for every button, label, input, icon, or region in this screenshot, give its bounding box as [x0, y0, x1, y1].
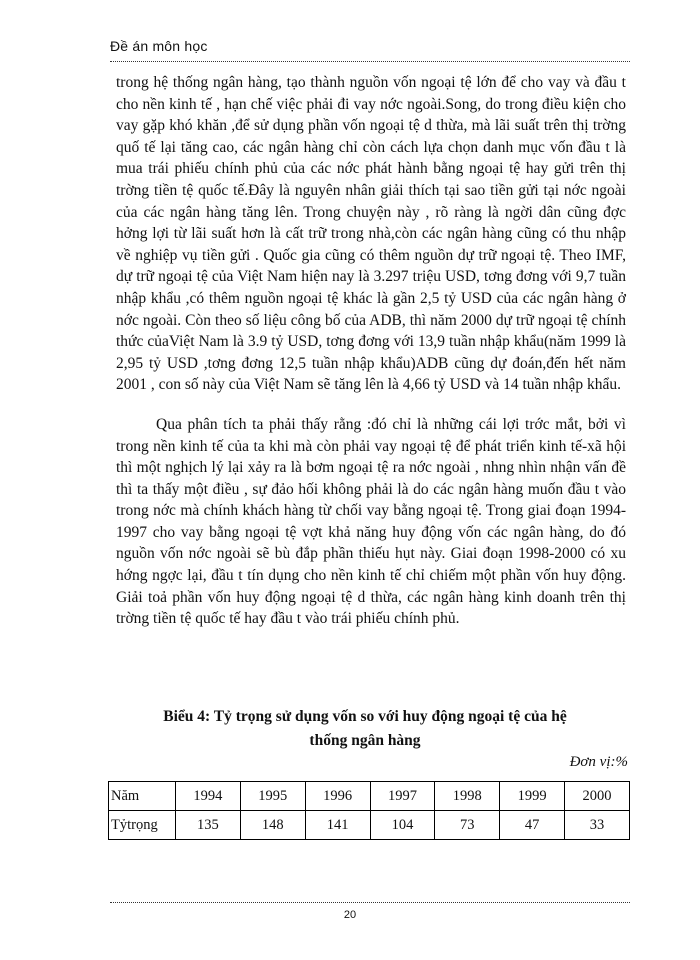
row-label-year: Năm: [109, 782, 176, 811]
header-divider: [110, 61, 630, 62]
table-caption-line-1: Biểu 4: Tỷ trọng sử dụng vốn so với huy động ngoại tệ của hệ: [163, 708, 567, 725]
value-cell: 33: [565, 811, 630, 840]
footer-divider: [110, 902, 630, 903]
year-cell: 1996: [305, 782, 370, 811]
value-cell: 141: [305, 811, 370, 840]
page-header-title: Đề án môn học: [110, 38, 208, 54]
table-caption-line-2: thống ngân hàng: [309, 732, 421, 749]
paragraph-2: Qua phân tích ta phải thấy rằng :đó chỉ là những cái lợi trớc mắt, bởi vì trong nền kinh tế của ta khi mà còn phải vay ngoại tệ để phát triển kinh tế-xã hội thì một nghịch lý lại xảy ra là bơm ngoại tệ ra nớc ngoài , nhng nhìn nhận vấn đề thì ta thấy một điều , sự đảo hối không phải là do các ngân hàng muốn đầu t vào trong nớc mà chính khách hàng từ chối vay bằng ngoại tệ. Trong giai đoạn 1994-1997 cho vay bằng ngoại tệ vợt khả năng huy động vốn các ngân hàng, do đó nguồn vốn nớc ngoài sẽ bù đắp phần thiếu hụt này. Giai đoạn 1998-2000 có xu hớng ngợc lại, đầu t tín dụng cho nền kinh tế chỉ chiếm một phần vốn huy động. Giải toả phần vốn huy động ngoại tệ d thừa, các ngân hàng kinh doanh trên thị trờng tiền tệ quốc tế hay đầu t vào trái phiếu chính phủ.: [116, 415, 626, 628]
table-unit: Đơn vị:%: [569, 754, 628, 770]
body-text: [116, 72, 626, 630]
year-cell: 1995: [240, 782, 305, 811]
value-cell: 73: [435, 811, 500, 840]
page-number: 20: [343, 909, 357, 921]
value-cell: 47: [500, 811, 565, 840]
data-table: [108, 781, 630, 840]
paragraph-1: trong hệ thống ngân hàng, tạo thành nguồn vốn ngoại tệ lớn để cho vay và đầu t cho nền kinh tế , hạn chế việc phải đi vay nớc ngoài.Song, do trong điều kiện cho vay gặp khó khăn ,để sử dụng phần vốn ngoại tệ d thừa, mà lãi suất trên thị trờng quố tế lại tăng cao, các ngân hàng chỉ còn cách lựa chọn danh mục vốn đầu t là mua trái phiếu chính phủ của các nớc phát hành bằng ngoại tệ hay gửi trên thị trờng tiền tệ quốc tế.Đây là nguyên nhân giải thích tại sao tiền gửi tại nớc ngoài của các ngân hàng tăng lên. Trong chuyện này , rõ ràng là ngời dân cũng đợc hởng lợi từ lãi suất hơn là cất trữ trong nhà,còn các ngân hàng cũng có thu nhập về nghiệp vụ tiền gửi . Quốc gia cũng có thêm nguồn dự trữ ngoại tệ. Theo IMF, dự trữ ngoại tệ của Việt Nam hiện nay là 3.297 triệu USD, tơng đơng với 9,7 tuần nhập khẩu ,có thêm nguồn ngoại tệ khác là gần 2,5 tỷ USD của các ngân hàng ở nớc ngoài. Còn theo số liệu công bố của ADB, thì năm 2000 dự trữ ngoại tệ chính thức củaViệt Nam là 3.9 tỷ USD, tơng đơng với 13,9 tuần nhập khẩu(năm 1999 là 2,95 tỷ USD ,tơng đơng 12,5 tuần nhập khẩu)ADB cũng dự đoán,đến hết năm 2001 , con số này của Việt Nam sẽ tăng lên là 4,66 tỷ USD và 14 tuần nhập khẩu.: [116, 74, 626, 394]
value-cell: 135: [176, 811, 241, 840]
year-cell: 1998: [435, 782, 500, 811]
table-row-year: [109, 782, 630, 811]
value-cell: 148: [240, 811, 305, 840]
table-row-ratio: [109, 811, 630, 840]
row-label-ratio: Tỷtrọng: [109, 811, 176, 840]
table-caption: [100, 705, 630, 753]
value-cell: 104: [370, 811, 435, 840]
year-cell: 1997: [370, 782, 435, 811]
year-cell: 1999: [500, 782, 565, 811]
year-cell: 2000: [565, 782, 630, 811]
year-cell: 1994: [176, 782, 241, 811]
